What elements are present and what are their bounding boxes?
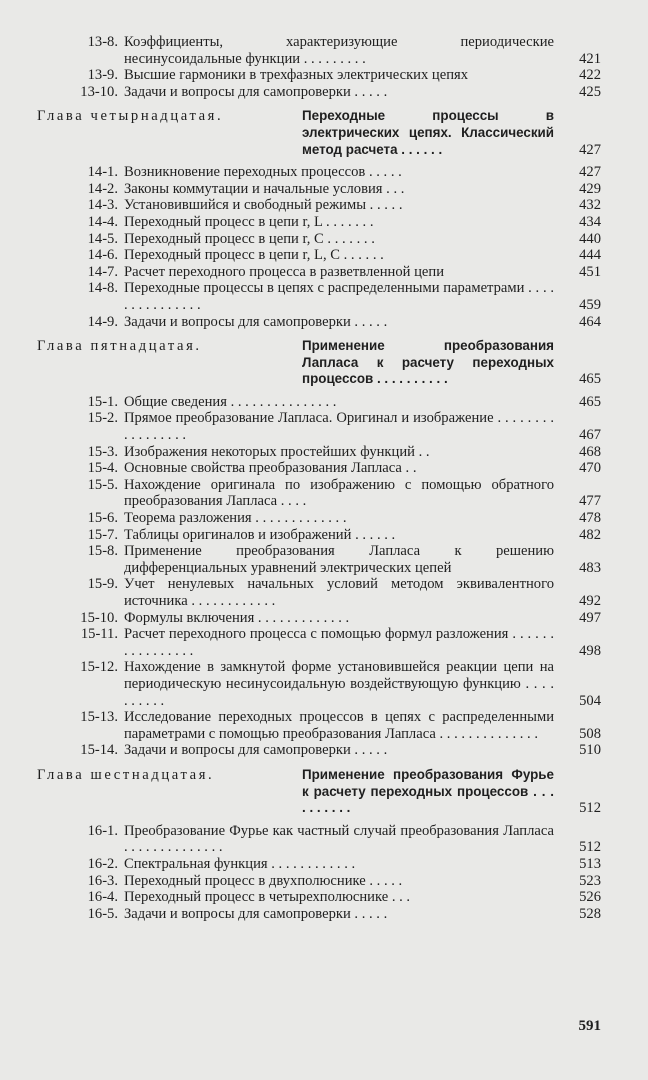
section-page: 468 — [579, 443, 601, 460]
section-number: 14-8. — [87, 280, 118, 297]
toc-entry — [0, 873, 648, 890]
chapter-page: 427 — [579, 141, 601, 158]
section-number: 16-1. — [87, 822, 118, 839]
table-of-contents — [0, 34, 648, 922]
section-page: 451 — [579, 263, 601, 280]
section-page: 421 — [579, 50, 601, 67]
section-page: 510 — [579, 742, 601, 759]
toc-entry — [0, 67, 648, 84]
toc-entry — [0, 906, 648, 923]
section-page: 504 — [579, 692, 601, 709]
section-number: 15-8. — [87, 543, 118, 560]
chapter-heading — [0, 767, 648, 817]
section-title: Задачи и вопросы для самопроверки . . . . . — [124, 83, 388, 100]
section-page: 526 — [579, 889, 601, 906]
toc-entry — [0, 626, 648, 659]
section-title: Преобразование Фурье как частный случай преобразования Лапласа . . . . . . . . . . . . . . — [124, 822, 554, 856]
section-title: Расчет переходного процесса с помощью формул разложения . . . . . . . . . . . . . . . . — [124, 626, 554, 659]
toc-entry — [0, 709, 648, 742]
section-page: 523 — [579, 872, 601, 889]
section-title: Задачи и вопросы для самопроверки . . . . . — [124, 905, 388, 922]
section-page: 483 — [579, 559, 601, 576]
section-title: Прямое преобразование Лапласа. Оригинал и изображение . . . . . . . . . . . . . . . . . — [124, 410, 554, 444]
section-number: 15-1. — [87, 393, 118, 410]
section-page: 513 — [579, 855, 601, 872]
section-number: 16-5. — [87, 905, 118, 922]
section-page: 465 — [579, 393, 601, 410]
section-page: 429 — [579, 180, 601, 197]
section-title: Исследование переходных процессов в цепях с распределенными параметрами с помощью преобразования Лапласа . . . . . . . . . . . . . . — [124, 709, 554, 742]
section-title: Законы коммутации и начальные условия . . . — [124, 180, 405, 197]
toc-entry — [0, 197, 648, 214]
toc-entry — [0, 280, 648, 313]
toc-entry — [0, 460, 648, 477]
toc-entry — [0, 84, 648, 101]
section-number: 14-7. — [87, 263, 118, 280]
section-title: Задачи и вопросы для самопроверки . . . . . — [124, 742, 388, 759]
toc-entry — [0, 889, 648, 906]
section-title: Спектральная функция . . . . . . . . . . . . — [124, 855, 356, 872]
section-number: 13-10. — [80, 83, 118, 100]
section-number: 15-13. — [80, 709, 118, 726]
section-title: Изображения некоторых простейших функций . . — [124, 443, 430, 460]
section-title: Расчет переходного процесса в разветвленной цепи — [124, 263, 445, 280]
section-title: Переходный процесс в цепи r, L, C . . . . . . — [124, 247, 384, 264]
section-number: 14-5. — [87, 230, 118, 247]
section-page: 477 — [579, 493, 601, 510]
section-title: Нахождение в замкнутой форме установившейся реакции цепи на периодическую несинусоидальную воздействующую функцию . . . . . . . . . . — [124, 659, 554, 709]
section-page: 498 — [579, 642, 601, 659]
section-page: 425 — [579, 83, 601, 100]
section-number: 15-12. — [80, 659, 118, 676]
section-title: Учет ненулевых начальных условий методом эквивалентного источника . . . . . . . . . . . . — [124, 576, 554, 609]
section-page: 432 — [579, 197, 601, 214]
toc-entry — [0, 214, 648, 231]
section-title: Установившийся и свободный режимы . . . . . — [124, 197, 403, 214]
section-number: 15-11. — [80, 626, 118, 643]
toc-entry — [0, 527, 648, 544]
section-title: Переходный процесс в цепи r, L . . . . . . . — [124, 213, 374, 230]
section-number: 14-9. — [87, 313, 118, 330]
chapter-heading — [0, 108, 648, 158]
section-number: 14-6. — [87, 247, 118, 264]
chapter-label: Глава пятнадцатая. — [37, 338, 202, 355]
toc-entry — [0, 34, 648, 67]
section-title: Переходный процесс в цепи r, C . . . . . . . — [124, 230, 375, 247]
toc-entry — [0, 742, 648, 759]
toc-entry — [0, 576, 648, 609]
section-page: 427 — [579, 164, 601, 181]
section-number: 15-4. — [87, 460, 118, 477]
section-title: Переходный процесс в четырехполюснике . . . — [124, 889, 411, 906]
section-page: 440 — [579, 230, 601, 247]
section-number: 16-2. — [87, 855, 118, 872]
section-page: 512 — [579, 839, 601, 856]
section-page: 528 — [579, 905, 601, 922]
section-title: Коэффициенты, характеризующие периодические несинусоидальные функции . . . . . . . . . — [124, 34, 554, 67]
section-title: Основные свойства преобразования Лапласа . . — [124, 460, 417, 477]
section-number: 14-2. — [87, 180, 118, 197]
toc-entry — [0, 231, 648, 248]
section-page: 464 — [579, 313, 601, 330]
toc-entry — [0, 444, 648, 461]
section-page: 497 — [579, 609, 601, 626]
section-page: 478 — [579, 510, 601, 527]
section-number: 16-4. — [87, 889, 118, 906]
chapter-title: Переходные процессы в электрических цепях. Классический метод расчета . . . . . . — [302, 108, 554, 157]
toc-entry — [0, 264, 648, 281]
toc-entry — [0, 477, 648, 510]
chapter-heading — [0, 338, 648, 388]
page-number: 591 — [578, 1018, 601, 1034]
section-number: 14-4. — [87, 213, 118, 230]
toc-entry — [0, 164, 648, 181]
toc-entry — [0, 856, 648, 873]
section-number: 14-1. — [87, 164, 118, 181]
toc-entry — [0, 610, 648, 627]
section-number: 15-5. — [87, 476, 118, 493]
section-title: Таблицы оригиналов и изображений . . . . . . — [124, 526, 396, 543]
section-title: Теорема разложения . . . . . . . . . . . . . — [124, 510, 347, 527]
section-title: Высшие гармоники в трехфазных электрических цепях — [124, 67, 469, 84]
section-page: 508 — [579, 725, 601, 742]
toc-entry — [0, 181, 648, 198]
section-number: 13-8. — [87, 34, 118, 50]
section-number: 15-2. — [87, 410, 118, 427]
chapter-label: Глава четырнадцатая. — [37, 108, 224, 125]
section-page: 467 — [579, 427, 601, 444]
section-title: Переходные процессы в цепях с распределенными параметрами . . . . . . . . . . . . . . . — [124, 280, 554, 313]
toc-entry — [0, 510, 648, 527]
section-page: 492 — [579, 593, 601, 609]
chapter-page: 465 — [579, 371, 601, 388]
toc-entry — [0, 410, 648, 443]
toc-entry — [0, 314, 648, 331]
section-page: 470 — [579, 460, 601, 477]
toc-entry — [0, 394, 648, 411]
section-page: 444 — [579, 247, 601, 264]
section-title: Возникновение переходных процессов . . . . . — [124, 164, 402, 181]
chapter-title: Применение преобразования Фурье к расчету переходных процессов . . . . . . . . . . — [302, 766, 554, 816]
toc-entry — [0, 543, 648, 576]
section-page: 459 — [579, 296, 601, 313]
section-number: 16-3. — [87, 872, 118, 889]
chapter-page: 512 — [579, 800, 601, 817]
toc-entry — [0, 823, 648, 856]
chapter-label: Глава шестнадцатая. — [37, 766, 215, 783]
section-number: 13-9. — [87, 67, 118, 84]
section-number: 15-10. — [80, 609, 118, 626]
section-page: 434 — [579, 213, 601, 230]
toc-entry — [0, 659, 648, 709]
section-title: Переходный процесс в двухполюснике . . . . . — [124, 872, 403, 889]
section-number: 15-3. — [87, 443, 118, 460]
section-title: Применение преобразования Лапласа к решению дифференциальных уравнений электрических цепей — [124, 543, 554, 576]
section-number: 15-7. — [87, 526, 118, 543]
toc-entry — [0, 247, 648, 264]
section-title: Задачи и вопросы для самопроверки . . . . . — [124, 313, 388, 330]
section-title: Формулы включения . . . . . . . . . . . . . — [124, 609, 350, 626]
section-number: 15-14. — [80, 742, 118, 759]
section-page: 482 — [579, 526, 601, 543]
chapter-title: Применение преобразования Лапласа к расчету переходных процессов . . . . . . . . . . — [302, 338, 554, 387]
section-title: Нахождение оригинала по изображению с помощью обратного преобразования Лапласа . . . . — [124, 476, 554, 510]
section-number: 15-6. — [87, 510, 118, 527]
section-number: 15-9. — [87, 576, 118, 593]
section-number: 14-3. — [87, 197, 118, 214]
section-title: Общие сведения . . . . . . . . . . . . . . . — [124, 393, 337, 410]
section-page: 422 — [579, 67, 601, 84]
